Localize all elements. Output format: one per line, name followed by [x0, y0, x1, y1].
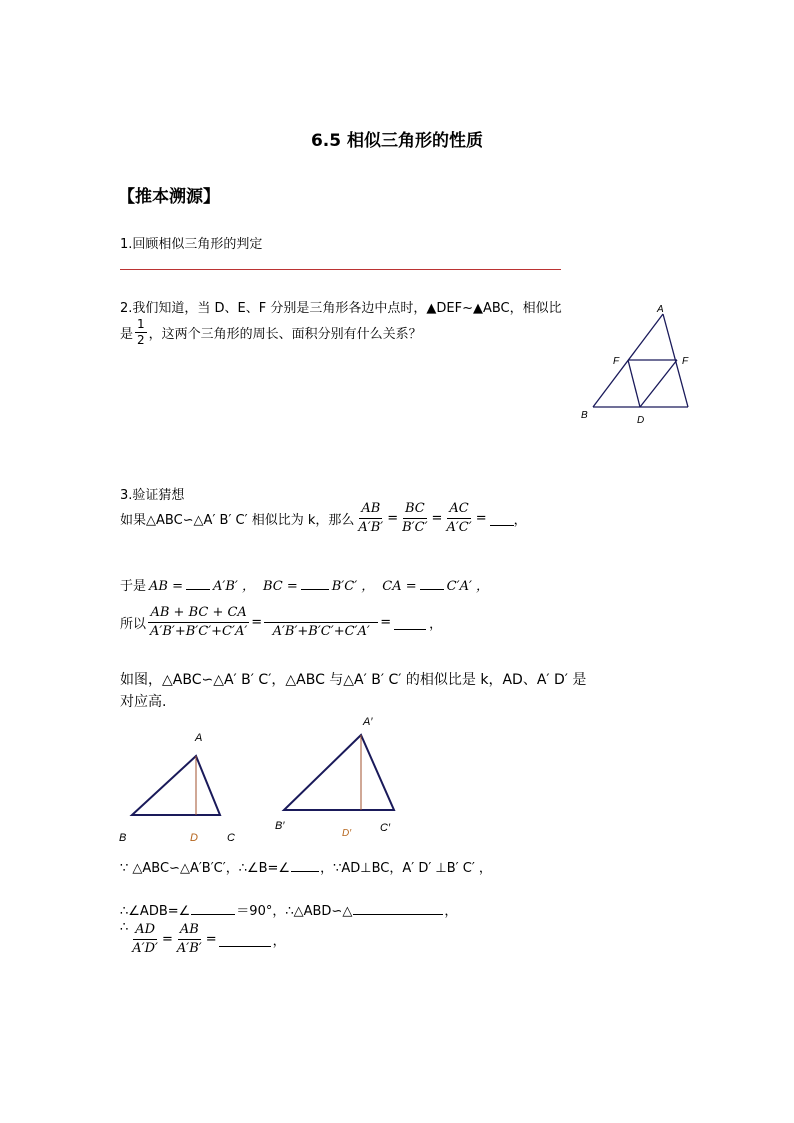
label-f: F [682, 356, 689, 367]
fraction-ad-den: A′D′ [132, 941, 158, 956]
fraction-bc-num: BC [403, 501, 427, 519]
fraction-ab-2-num: AB [178, 922, 201, 940]
perimeter-den: A′B′+B′C′+C′A′ [150, 624, 248, 639]
q3-line2-prefix: 于是 [120, 579, 147, 594]
label-A-prime: A′ [363, 716, 373, 728]
bc-rhs: B′C′ ， [331, 579, 375, 594]
blank-ca[interactable] [420, 575, 444, 590]
label-D-prime: D′ [342, 828, 352, 839]
ratio-denominator: 2 [137, 333, 145, 347]
fraction-ab-2 [175, 922, 204, 957]
blank-height-ratio[interactable] [219, 932, 271, 947]
blank-ab[interactable] [186, 575, 210, 590]
eq-2: = [431, 511, 443, 526]
proof2-prefix: ∴∠ADB=∠ [120, 904, 191, 919]
ab-rhs: A′B′ ， [212, 579, 255, 594]
label-e: F [613, 356, 620, 367]
proof-line-1 [120, 857, 492, 876]
eq-5: = [380, 615, 392, 630]
blank-ratio[interactable] [490, 511, 514, 526]
perimeter-den-2: A′B′+B′C′+C′A′ [272, 624, 370, 639]
eq-6: = [162, 932, 173, 947]
triangle-abc [132, 756, 220, 815]
fraction-ab-2-den: A′B′ [176, 941, 202, 956]
bc-eq: BC = [262, 579, 298, 594]
midline-fd [640, 360, 677, 407]
ca-rhs: C′A′ ， [446, 579, 490, 594]
label-d: D [637, 415, 645, 426]
label-D: D [190, 832, 198, 844]
answer-line-q1 [120, 269, 561, 270]
fraction-bc [400, 501, 429, 536]
label-B-prime: B′ [275, 820, 285, 832]
label-A: A [195, 732, 203, 744]
proof-line-2 [120, 900, 457, 919]
q3-line3-suffix: ， [429, 617, 443, 632]
label-C: C [227, 832, 235, 844]
fraction-ab-num: AB [359, 501, 382, 519]
q3-line3 [120, 605, 442, 640]
figure-intro-2: 对应高. [120, 694, 167, 710]
ca-eq: CA = [382, 579, 417, 594]
label-a: A [657, 304, 664, 315]
eq-7: = [205, 932, 217, 947]
fraction-ab-den: A′B′ [358, 520, 384, 535]
proof2-suffix: ， [444, 904, 458, 919]
ab-eq: AB = [149, 579, 183, 594]
question-3-heading: 3.验证猜想 [120, 488, 185, 503]
triangle-a2b2c2 [284, 735, 394, 810]
proof3-suffix: ， [272, 934, 286, 949]
blank-triangle[interactable] [353, 900, 443, 915]
ratio-numerator: 1 [137, 317, 145, 331]
fraction-ad [130, 922, 160, 957]
blank-angle-2[interactable] [191, 900, 235, 915]
eq-3: = [475, 511, 487, 526]
fraction-ac [444, 501, 473, 536]
label-C-prime: C′ [380, 822, 391, 834]
blank-perimeter-ratio[interactable] [394, 615, 426, 630]
blank-angle[interactable] [291, 857, 319, 872]
fraction-ad-num: AD [133, 922, 157, 940]
section-header: 【推本溯源】 [118, 187, 220, 207]
q3-line3-prefix: 所以 [120, 617, 147, 632]
question-2-line1: 2.我们知道，当 D、E、F 分别是三角形各边中点时，▲DEF~▲ABC，相似比 [120, 301, 562, 316]
fraction-ab [356, 501, 385, 536]
fraction-ac-den: A′C′ [446, 520, 472, 535]
page-title: 6.5 相似三角形的性质 [310, 131, 484, 151]
q2-suffix: ，这两个三角形的周长、面积分别有什么关系？ [148, 327, 422, 342]
proof1-mid: ，∵AD⊥BC，A′ D′ ⊥B′ C′ ， [320, 861, 492, 876]
label-B: B [119, 832, 127, 844]
question-1: 1.回顾相似三角形的判定 [120, 237, 263, 252]
blank-bc[interactable] [301, 575, 329, 590]
similar-triangles-figure [110, 710, 410, 845]
perimeter-fraction [148, 605, 249, 640]
q3-line1-prefix: 如果△ABC∽△A′ B′ C′ 相似比为 k，那么 [120, 513, 355, 528]
proof-line-3 [120, 922, 286, 957]
fraction-ac-num: AC [447, 501, 470, 519]
proof2-mid: ＝90°，∴△ABD∽△ [236, 904, 353, 919]
eq-4: = [251, 615, 263, 630]
perimeter-num-blank[interactable] [264, 605, 378, 623]
midline-ed [628, 360, 640, 407]
fraction-bc-den: B′C′ [402, 520, 428, 535]
midpoint-triangle-figure [575, 300, 705, 428]
proof1-prefix: ∵ △ABC∽△A′B′C′，∴∠B=∠ [120, 861, 291, 876]
figure-intro-1: 如图，△ABC∽△A′ B′ C′，△ABC 与△A′ B′ C′ 的相似比是 k，AD、A′ D′ 是 [120, 672, 587, 688]
q3-line1 [120, 501, 527, 536]
q3-line1-comma: ， [513, 513, 527, 528]
perimeter-num: AB + BC + CA [148, 605, 248, 623]
ratio-fraction [135, 318, 147, 347]
label-b: B [581, 410, 588, 421]
proof3-prefix: ∴ [120, 920, 129, 935]
question-2-line2 [120, 318, 422, 347]
q2-prefix: 是 [120, 327, 134, 342]
perimeter-fraction-2 [264, 605, 378, 640]
eq-1: = [387, 511, 399, 526]
q3-line2 [120, 575, 489, 594]
